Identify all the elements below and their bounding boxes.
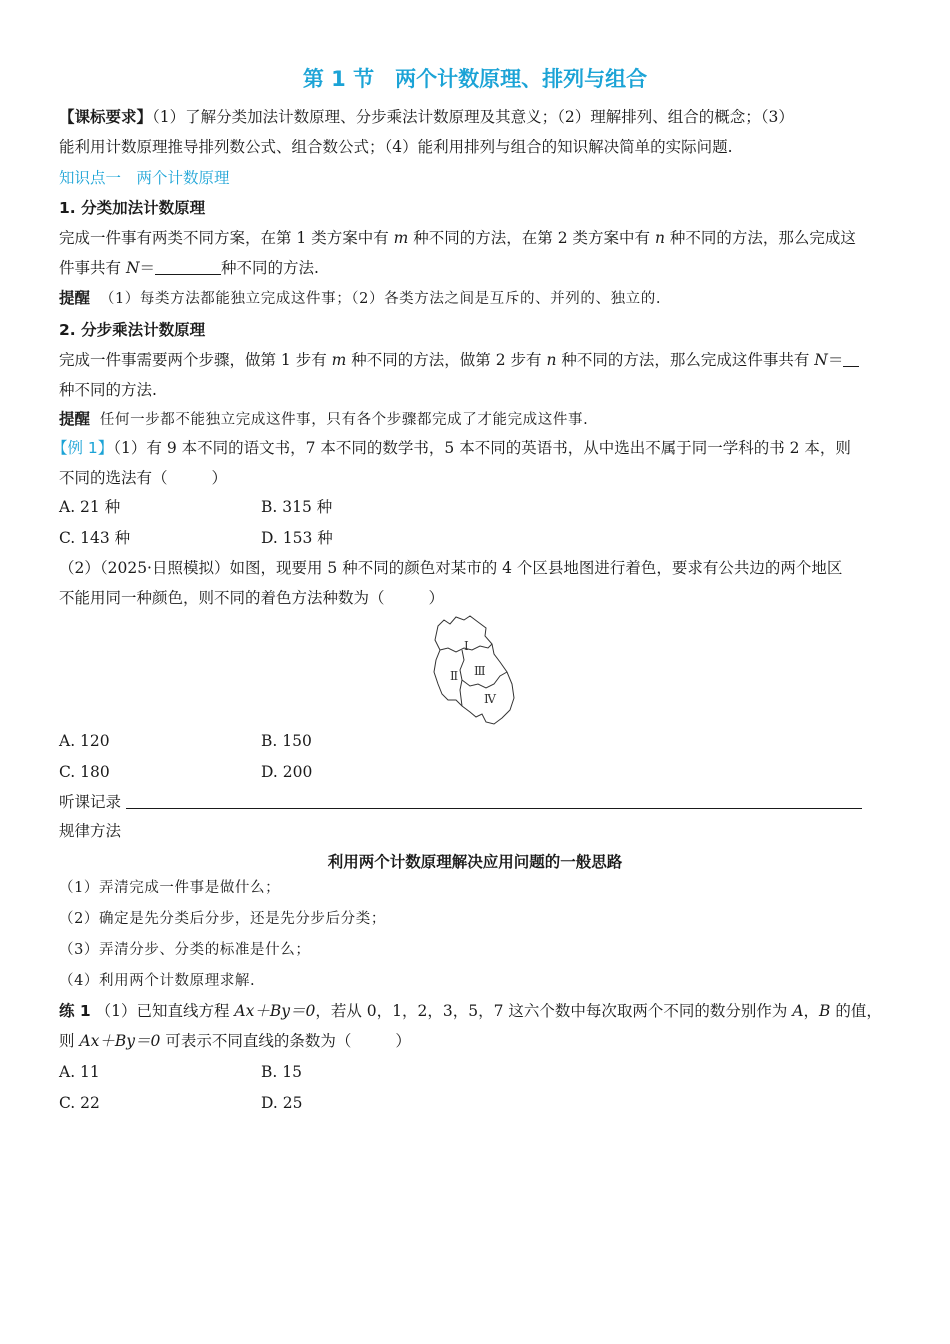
subheading-addition-principle bbox=[59, 198, 894, 218]
option-a[interactable]: A. 11 bbox=[59, 1063, 100, 1081]
notes-line[interactable] bbox=[126, 808, 862, 809]
practice-1-line-1 bbox=[59, 1001, 894, 1021]
var-N: N bbox=[814, 351, 828, 369]
var-n: n bbox=[654, 229, 665, 247]
option-a[interactable]: A. 120 bbox=[59, 732, 110, 750]
practice-1-line-2 bbox=[59, 1031, 894, 1051]
text: 种不同的方法，做第 2 步有 bbox=[346, 351, 547, 369]
option-d[interactable]: D. 153 种 bbox=[261, 529, 333, 547]
var-m: m bbox=[393, 229, 409, 247]
option-a[interactable]: A. 21 种 bbox=[59, 498, 121, 516]
text: 完成一件事需要两个步骤，做第 1 步有 bbox=[59, 351, 332, 369]
method-item-2: （2）确定是先分类后分步，还是先分步后分类； bbox=[59, 911, 386, 927]
map-boundary-2 bbox=[460, 650, 464, 706]
map-label-4: Ⅳ bbox=[484, 692, 496, 706]
tip-2 bbox=[59, 409, 894, 430]
heading-number: 1 bbox=[59, 199, 70, 217]
text: 可表示不同直线的条数为（ bbox=[160, 1032, 352, 1050]
equation: Ax＋By＝0 bbox=[234, 1002, 316, 1020]
text: 则 bbox=[59, 1032, 80, 1050]
option-b[interactable]: B. 315 种 bbox=[261, 498, 333, 516]
example-1-question-2-line-2 bbox=[59, 588, 894, 608]
example-1-question-1-line-1 bbox=[52, 438, 894, 458]
text: ，若从 0，1，2，3，5，7 这六个数中每次取两个不同的数分别作为 bbox=[315, 1002, 793, 1020]
curriculum-requirements bbox=[59, 107, 894, 127]
notes-label: 听课记录 bbox=[59, 793, 122, 811]
section-heading-1: 知识点一 两个计数原理 bbox=[59, 169, 230, 187]
curriculum-text-2: 能利用计数原理推导排列数公式、组合数公式；（4）能利用排列与组合的知识解决简单的实际问题. bbox=[59, 138, 733, 156]
text: 的值， bbox=[830, 1002, 882, 1020]
map-label-1: Ⅰ bbox=[464, 639, 469, 653]
multiplication-principle-line-1 bbox=[59, 350, 894, 370]
tip-label: 提醒 bbox=[59, 410, 91, 428]
example-1-question-2-line-1: （2）（2025·日照模拟）如图，现要用 5 种不同的颜色对某市的 4 个区县地图进行着色，要求有公共边的两个地区 bbox=[59, 559, 843, 577]
method-title: 利用两个计数原理解决应用问题的一般思路 bbox=[327, 853, 623, 871]
practice-label: 练 1 bbox=[59, 1002, 91, 1020]
answer-blank[interactable] bbox=[155, 259, 221, 275]
text: （1）有 9 本不同的语文书，7 本不同的数学书，5 本不同的英语书，从中选出不属于同一学科的书 2 本，则 bbox=[113, 439, 851, 457]
var-B: B bbox=[819, 1002, 831, 1020]
tip-text: 任何一步都不能独立完成这件事，只有各个步骤都完成了才能完成这件事. bbox=[99, 412, 589, 428]
option-d[interactable]: D. 200 bbox=[261, 763, 313, 781]
heading-text: . 分类加法计数原理 bbox=[69, 199, 206, 217]
text: 种不同的方法. bbox=[221, 259, 319, 277]
option-c[interactable]: C. 22 bbox=[59, 1094, 100, 1112]
text: 种不同的方法，在第 2 类方案中有 bbox=[408, 229, 655, 247]
var-m: m bbox=[331, 351, 347, 369]
multiplication-principle-line-2: 种不同的方法. bbox=[59, 381, 157, 399]
heading-number: 2 bbox=[59, 321, 70, 339]
text: ＝ bbox=[827, 351, 844, 369]
heading-text: . 分步乘法计数原理 bbox=[69, 321, 206, 339]
option-b[interactable]: B. 15 bbox=[261, 1063, 302, 1081]
curriculum-text-1: （1）了解分类加法计数原理、分步乘法计数原理及其意义；（2）理解排列、组合的概念；（3） bbox=[152, 108, 794, 126]
map-label-3: Ⅲ bbox=[474, 664, 486, 678]
text: ） bbox=[211, 469, 228, 487]
example-1-question-1-line-2 bbox=[59, 468, 894, 488]
method-item-4: （4）利用两个计数原理求解. bbox=[59, 973, 256, 989]
district-map-figure bbox=[430, 614, 520, 726]
text: ＝ bbox=[139, 259, 156, 277]
text: 种不同的方法，那么完成这 bbox=[664, 229, 856, 247]
method-item-1: （1）弄清完成一件事是做什么； bbox=[59, 880, 281, 896]
text: 种不同的方法，那么完成这件事共有 bbox=[556, 351, 815, 369]
text: ） bbox=[395, 1032, 411, 1050]
option-b[interactable]: B. 150 bbox=[261, 732, 312, 750]
text: 不能用同一种颜色，则不同的着色方法种数为（ bbox=[59, 589, 385, 607]
addition-principle-line-2 bbox=[59, 258, 894, 278]
tip-1 bbox=[59, 288, 894, 309]
equation: Ax＋By＝0 bbox=[79, 1032, 161, 1050]
subheading-multiplication-principle bbox=[59, 320, 894, 340]
tip-label: 提醒 bbox=[59, 289, 91, 307]
answer-blank[interactable] bbox=[843, 351, 859, 367]
map-label-2: Ⅱ bbox=[450, 669, 459, 683]
option-c[interactable]: C. 143 种 bbox=[59, 529, 131, 547]
option-c[interactable]: C. 180 bbox=[59, 763, 110, 781]
addition-principle-line-1 bbox=[59, 228, 894, 248]
text: ） bbox=[428, 589, 445, 607]
example-label: 【例 1】 bbox=[52, 439, 114, 457]
curriculum-label: 【课标要求】 bbox=[59, 108, 153, 126]
text: 完成一件事有两类不同方案，在第 1 类方案中有 bbox=[59, 229, 394, 247]
method-item-3: （3）弄清分步、分类的标准是什么； bbox=[59, 942, 311, 958]
option-d[interactable]: D. 25 bbox=[261, 1094, 303, 1112]
text: ， bbox=[803, 1002, 820, 1020]
tip-text: （1）每类方法都能独立完成这件事；（2）各类方法之间是互斥的、并列的、独立的. bbox=[99, 291, 662, 307]
var-n: n bbox=[546, 351, 557, 369]
text: 件事共有 bbox=[59, 259, 126, 277]
page-title: 第 1 节 两个计数原理、排列与组合 bbox=[302, 67, 648, 91]
text: （1）已知直线方程 bbox=[95, 1002, 235, 1020]
var-A: A bbox=[792, 1002, 804, 1020]
text: 不同的选法有（ bbox=[59, 469, 168, 487]
var-N: N bbox=[125, 259, 140, 277]
method-label: 规律方法 bbox=[59, 822, 122, 840]
